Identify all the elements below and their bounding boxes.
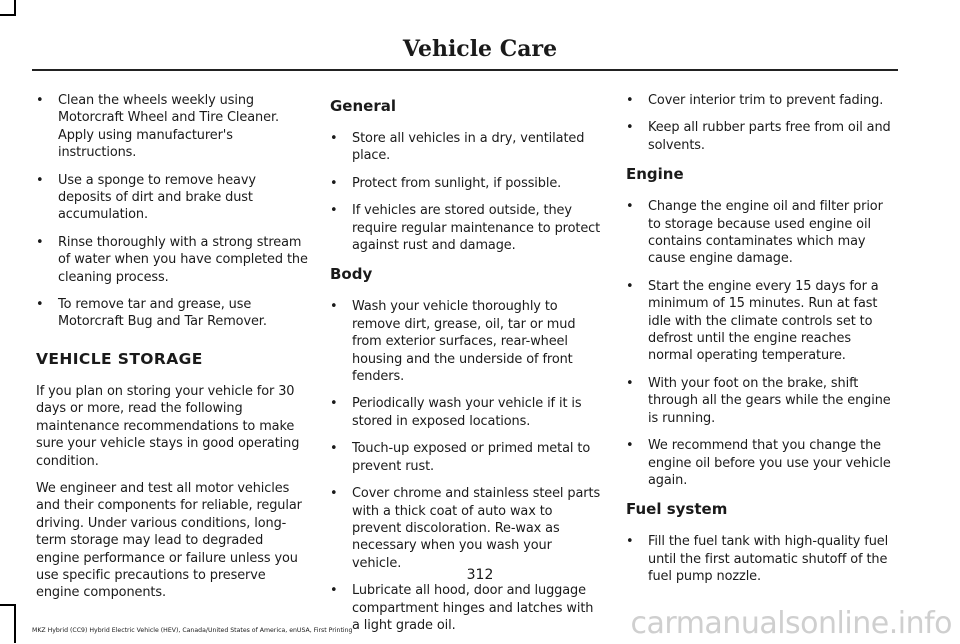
list-item: • If vehicles are stored outside, they require regular maintenance to protect against rust and damage. xyxy=(330,202,602,254)
subheading-engine: Engine xyxy=(626,165,684,184)
subheading-general: General xyxy=(330,97,396,115)
list-item: • Lubricate all hood, door and luggage compartment hinges and latches with a light grade oil. xyxy=(330,582,602,634)
list-item: • Touch-up exposed or primed metal to prevent rust. xyxy=(330,440,602,475)
crop-mark xyxy=(14,0,16,14)
list-item: • Periodically wash your vehicle if it is stored in exposed locations. xyxy=(330,395,602,430)
column-1 xyxy=(36,92,308,612)
list-item: • Start the engine every 15 days for a minimum of 15 minutes. Run at fast idle with the climate controls set to defrost until the engine reaches normal operating temperature. xyxy=(626,278,898,365)
list-item: • Use a sponge to remove heavy deposits of dirt and brake dust accumulation. xyxy=(36,172,308,224)
list-item: • Clean the wheels weekly using Motorcraft Wheel and Tire Cleaner. Apply using manufacturer's instructions. xyxy=(36,92,308,162)
crop-mark xyxy=(0,604,16,606)
general-list xyxy=(330,130,602,254)
list-item: • Keep all rubber parts free from oil and solvents. xyxy=(626,119,898,154)
paragraph: We engineer and test all motor vehicles and their components for reliable, regular driving. Under various conditions, long-term storage may lead to degraded engine performance or failure unless you use specific precautions to preserve engine components. xyxy=(36,480,302,601)
list-item: • Rinse thoroughly with a strong stream of water when you have completed the cleaning process. xyxy=(36,234,308,286)
wheel-care-list xyxy=(36,92,308,331)
interior-list xyxy=(626,92,898,154)
body-list xyxy=(330,298,602,634)
section-title-vehicle-storage: VEHICLE STORAGE xyxy=(36,349,203,368)
list-item: • Fill the fuel tank with high-quality fuel until the first automatic shutoff of the fuel pump nozzle. xyxy=(626,533,898,585)
list-item: • Cover interior trim to prevent fading. xyxy=(626,92,898,109)
page-number: 312 xyxy=(466,567,494,583)
column-2 xyxy=(330,92,602,644)
page-title: Vehicle Care xyxy=(402,36,558,62)
subheading-fuel-system: Fuel system xyxy=(626,500,728,519)
list-item: • We recommend that you change the engine oil before you use your vehicle again. xyxy=(626,437,898,489)
list-item: • Change the engine oil and filter prior to storage because used engine oil contains contaminates which may cause engine damage. xyxy=(626,198,898,268)
footer-text: MKZ Hybrid (CC9) Hybrid Electric Vehicle (HEV), Canada/United States of America, enUSA, First Printing xyxy=(32,627,353,634)
engine-list xyxy=(626,198,898,489)
column-3 xyxy=(626,92,898,596)
watermark: carmanualsonline.info xyxy=(630,606,952,641)
list-item: • To remove tar and grease, use Motorcraft Bug and Tar Remover. xyxy=(36,296,308,331)
list-item: • Wash your vehicle thoroughly to remove dirt, grease, oil, tar or mud from exterior surfaces, rear-wheel housing and the underside of front fenders. xyxy=(330,298,602,385)
list-item: • Protect from sunlight, if possible. xyxy=(330,175,602,192)
paragraph: If you plan on storing your vehicle for 30 days or more, read the following maintenance recommendations to make sure your vehicle stays in good operating condition. xyxy=(36,383,300,469)
subheading-body: Body xyxy=(330,265,373,284)
crop-mark xyxy=(0,14,16,16)
list-item: • Cover chrome and stainless steel parts with a thick coat of auto wax to prevent discoloration. Re-wax as necessary when you wash your vehicle. xyxy=(330,485,602,572)
list-item: • With your foot on the brake, shift through all the gears while the engine is running. xyxy=(626,375,898,427)
crop-mark xyxy=(14,604,16,643)
list-item: • Store all vehicles in a dry, ventilated place. xyxy=(330,130,602,165)
header-divider xyxy=(32,69,898,71)
